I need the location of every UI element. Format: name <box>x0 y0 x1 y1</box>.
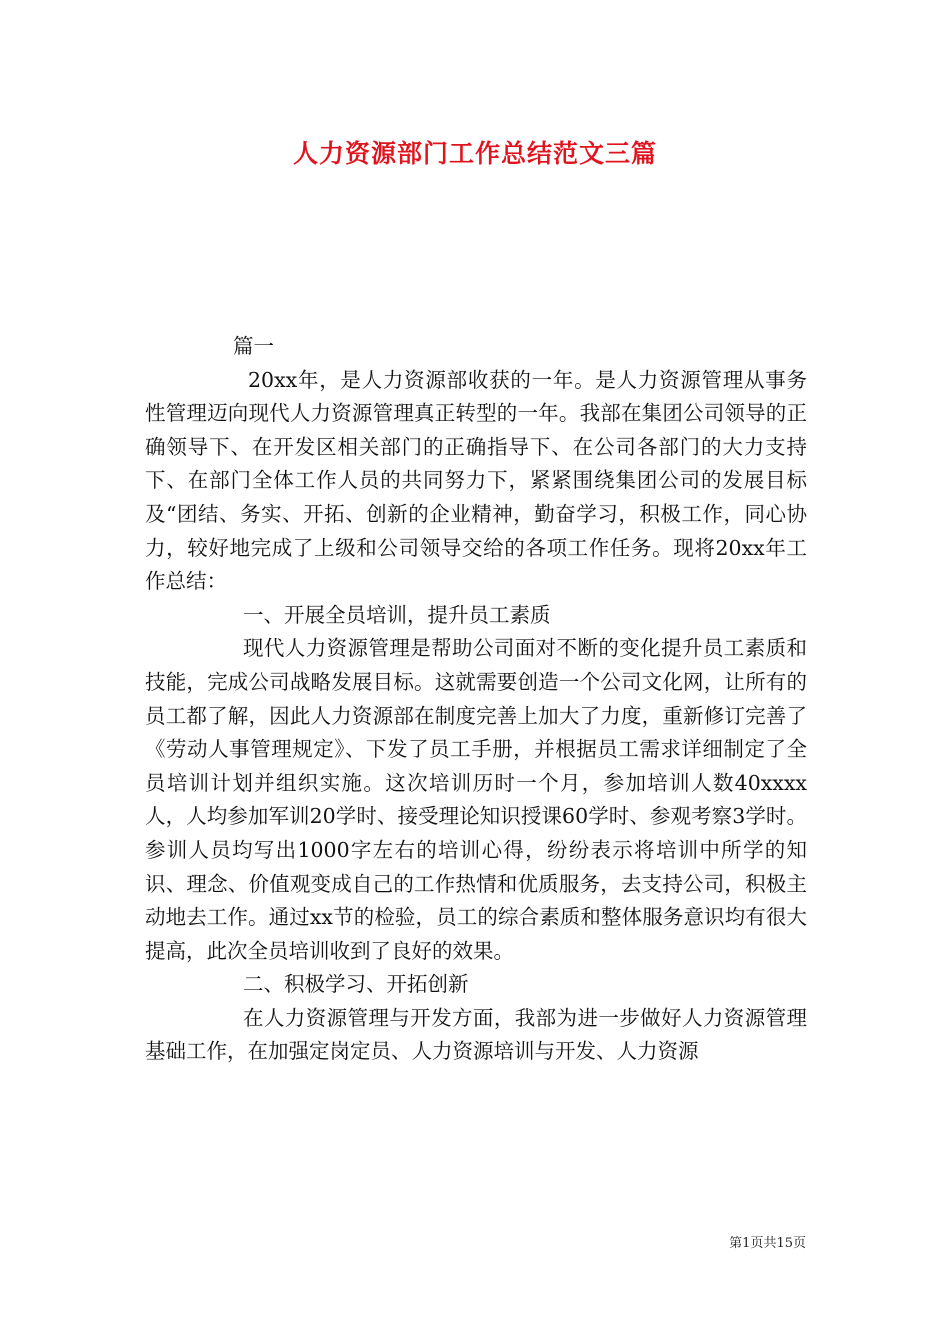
section-label: 篇一 <box>233 334 274 358</box>
section-heading-1: 一、开展全员培训，提升员工素质 <box>243 602 551 627</box>
intro-paragraph: 20xx年，是人力资源部收获的一年。是人力资源管理从事务性管理迈向现代人力资源管理真正转型的一年。我部在集团公司领导的正确领导下、在开发区相关部门的正确指导下、在公司各部门的大力支持下、在部门全体工作人员的共同努力下，紧紧围绕集团公司的发展目标及“团结、务实、开拓、创新的企业精神，勤奋学习，积极工作，同心协力，较好地完成了上级和公司领导交给的各项工作任务。现将20xx年工作总结： <box>145 367 807 594</box>
paragraph-1: 现代人力资源管理是帮助公司面对不断的变化提升员工素质和技能，完成公司战略发展目标。这就需要创造一个公司文化网，让所有的员工都了解，因此人力资源部在制度完善上加大了力度，重新修订完善了《劳动人事管理规定》、下发了员工手册，并根据员工需求详细制定了全员培训计划并组织实施。这次培训历时一个月，参加培训人数40xxxx人，人均参加军训20学时、接受理论知识授课60学时、参观考察3学时。参训人员均写出1000字左右的培训心得，纷纷表示将培训中所学的知识、理念、价值观变成自己的工作热情和优质服务，去支持公司，积极主动地去工作。通过xx节的检验，员工的综合素质和整体服务意识均有很大提高，此次全员培训收到了良好的效果。 <box>145 636 807 963</box>
paragraph-2: 在人力资源管理与开发方面，我部为进一步做好人力资源管理基础工作，在加强定岗定员、人力资源培训与开发、人力资源 <box>145 1005 807 1064</box>
page-number-footer: 第1页共15页 <box>729 1236 806 1251</box>
document-title: 人力资源部门工作总结范文三篇 <box>292 139 657 168</box>
document-body <box>145 330 807 1069</box>
section-heading-2: 二、积极学习、开拓创新 <box>243 972 469 997</box>
